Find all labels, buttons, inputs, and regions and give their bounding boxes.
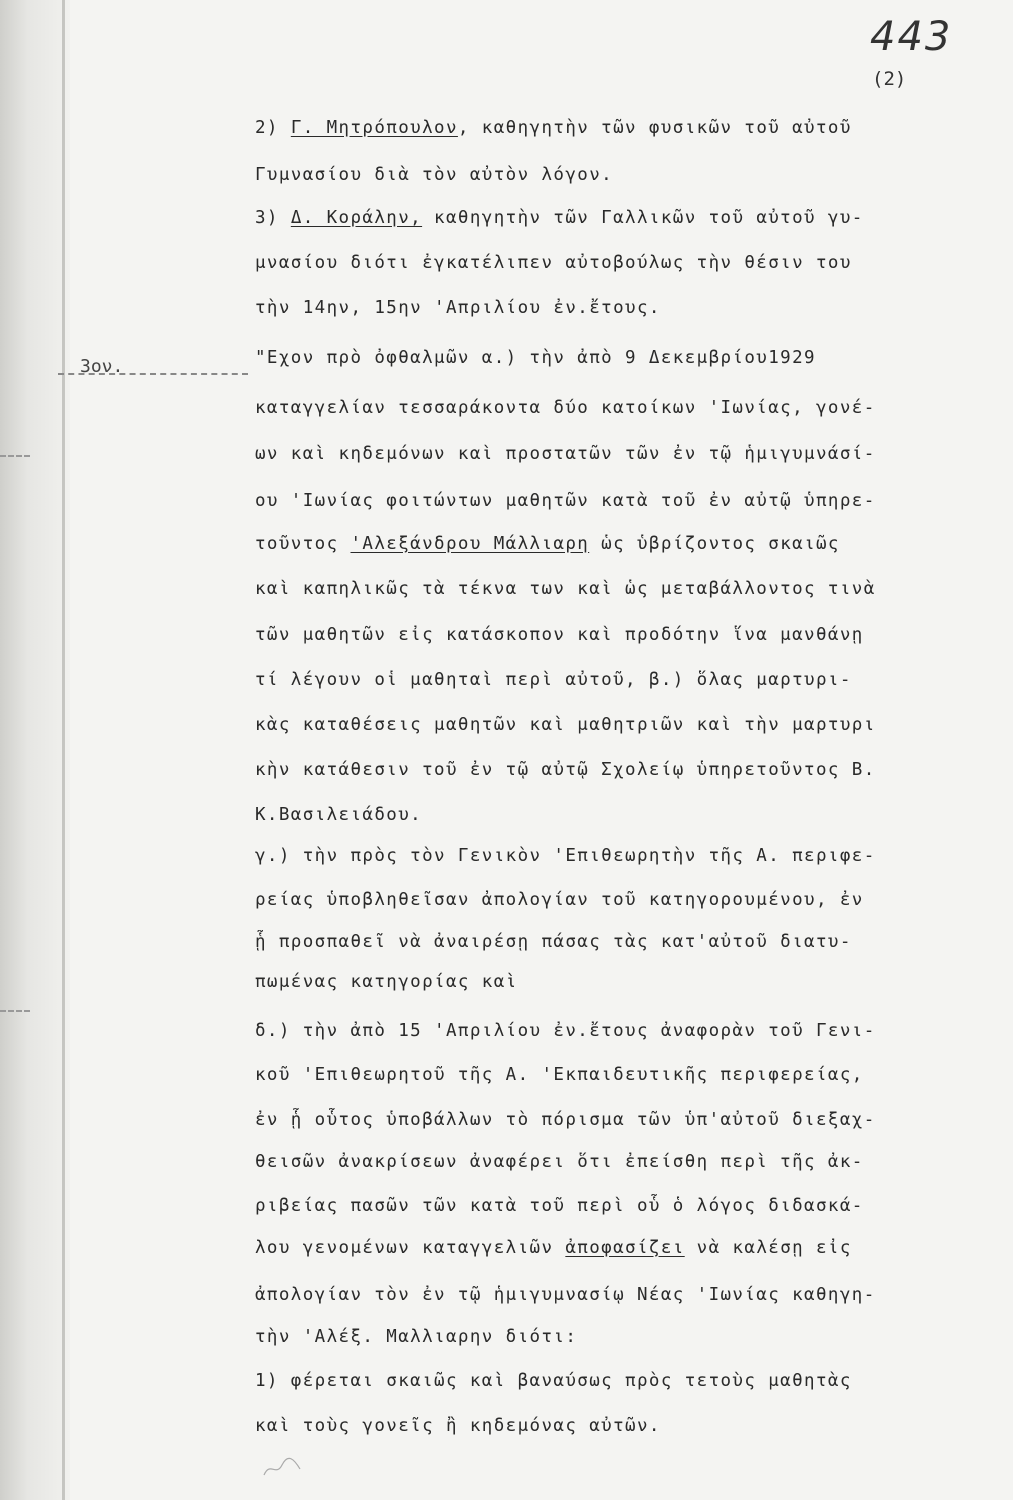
text-line: ἀπολογίαν τὸν ἐν τῷ ἡμιγυμνασίῳ Νέας 'Ιωνίας καθηγη- (255, 1285, 876, 1305)
margin-note: 3ον. (80, 356, 124, 377)
text-line: ων καὶ κηδεμόνων καὶ προστατῶν τῶν ἐν τῷ ἡμιγυμνάσί- (255, 444, 876, 464)
text-line: ριβείας πασῶν τῶν κατὰ τοῦ περὶ οὗ ὁ λόγος διδασκά- (255, 1196, 864, 1216)
text-line: καὶ τοὺς γονεῖς ἢ κηδεμόνας αὐτῶν. (255, 1416, 661, 1436)
text-line: κὰς καταθέσεις μαθητῶν καὶ μαθητριῶν καὶ τὴν μαρτυρι (255, 715, 876, 735)
margin-rule (58, 373, 248, 375)
page-crease (62, 0, 65, 1500)
text-line: τὴν 14ην, 15ην 'Απριλίου ἐν.ἔτους. (255, 298, 661, 318)
text-line: θεισῶν ἀνακρίσεων ἀναφέρει ὅτι ἐπείσθη περὶ τῆς ἀκ- (255, 1152, 864, 1172)
text-line: 1) φέρεται σκαιῶς καὶ βαναύσως πρὸς τετοὺς μαθητὰς (255, 1371, 852, 1391)
text-line: ᾗ προσπαθεῖ νὰ ἀναιρέσῃ πάσας τὰς κατ'αὐτοῦ διατυ- (255, 932, 852, 952)
margin-mark (0, 1010, 30, 1012)
text-line: πωμένας κατηγορίας καὶ (255, 972, 518, 992)
text-line: κοῦ 'Επιθεωρητοῦ τῆς Α. 'Εκπαιδευτικῆς περιφερείας, (255, 1065, 864, 1085)
text-line: καὶ καπηλικῶς τὰ τέκνα των καὶ ὡς μεταβάλλοντος τινὰ (255, 579, 876, 599)
archive-number: 443 (870, 14, 953, 60)
text-line: 2) Γ. Μητρόπουλον, καθηγητὴν τῶν φυσικῶν τοῦ αὐτοῦ (255, 118, 852, 138)
text-line: ἐν ᾗ οὗτος ὑποβάλλων τὸ πόρισμα τῶν ὑπ'αὐτοῦ διεξαχ- (255, 1110, 876, 1130)
text-line: "Εχον πρὸ ὀφθαλμῶν α.) τὴν ἀπὸ 9 Δεκεμβρίου1929 (255, 348, 816, 368)
text-line: τοῦντος 'Αλεξάνδρου Μάλλιαρη ὡς ὑβρίζοντος σκαιῶς (255, 534, 840, 554)
text-line: Κ.Βασιλειάδου. (255, 805, 423, 825)
text-line: Γυμνασίου διὰ τὸν αὐτὸν λόγον. (255, 165, 614, 185)
text-line: 3) Δ. Κοράλην, καθηγητὴν τῶν Γαλλικῶν τοῦ αὐτοῦ γυ- (255, 208, 864, 228)
text-line: τί λέγουν οἱ μαθηταὶ περὶ αὐτοῦ, β.) ὅλας μαρτυρι- (255, 670, 852, 690)
text-line: δ.) τὴν ἀπὸ 15 'Απριλίου ἐν.ἔτους ἀναφορὰν τοῦ Γενι- (255, 1021, 876, 1041)
text-line: ρείας ὑποβληθεῖσαν ἀπολογίαν τοῦ κατηγορουμένου, ἐν (255, 890, 864, 910)
text-line: καταγγελίαν τεσσαράκοντα δύο κατοίκων 'Ιωνίας, γονέ- (255, 398, 876, 418)
binding-edge (0, 0, 70, 1500)
text-line: τῶν μαθητῶν εἰς κατάσκοπον καὶ προδότην ἵνα μανθάνῃ (255, 625, 864, 645)
text-line: λου γενομένων καταγγελιῶν ἀποφασίζει νὰ καλέσῃ εἰς (255, 1238, 852, 1258)
page-number: (2) (872, 68, 907, 90)
text-line: κὴν κατάθεσιν τοῦ ἐν τῷ αὐτῷ Σχολείῳ ὑπηρετοῦντος Β. (255, 760, 876, 780)
text-line: ου 'Ιωνίας φοιτώντων μαθητῶν κατὰ τοῦ ἐν αὐτῷ ὑπηρε- (255, 491, 876, 511)
text-line: τὴν 'Αλέξ. Μαλλιαρην διότι: (255, 1327, 578, 1347)
margin-mark (0, 455, 30, 457)
text-line: γ.) τὴν πρὸς τὸν Γενικὸν 'Επιθεωρητὴν τῆς Α. περιφε- (255, 846, 876, 866)
text-line: μνασίου διότι ἐγκατέλιπεν αὐτοβούλως τὴν θέσιν του (255, 253, 852, 273)
pencil-scribble (262, 1455, 302, 1479)
